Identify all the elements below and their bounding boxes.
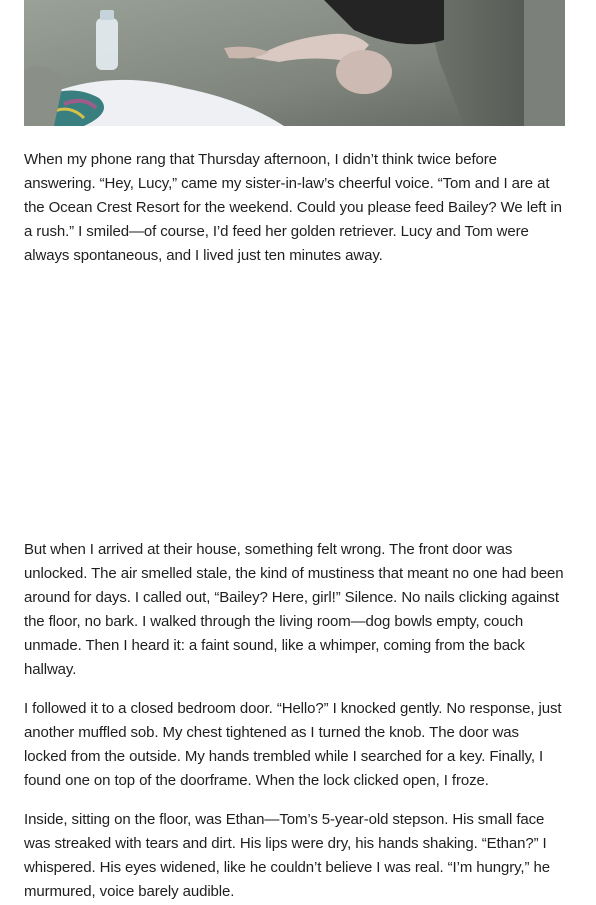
story-photo <box>24 0 565 126</box>
story-paragraph-4: Inside, sitting on the floor, was Ethan—Tom’s 5-year-old stepson. His small face was streaked with tears and dirt. His lips were dry, his hands shaking. “Ethan?” I whispered. His eyes widened, like he couldn’t believe I was real. “I’m hungry,” he murmured, voice barely audible. <box>24 811 550 900</box>
story-paragraph-2: But when I arrived at their house, something felt wrong. The front door was unlocked. The air smelled stale, the kind of mustiness that meant no one had been around for days. I called out, “Bailey? Here, girl!” Silence. No nails clicking against the floor, no bark. I walked through the living room—dog bowls empty, couch unmade. Then I heard it: a faint sound, like a whimper, coming from the back hallway. <box>24 541 564 678</box>
story-paragraph-3: I followed it to a closed bedroom door. “Hello?” I knocked gently. No response, just another muffled sob. My chest tightened as I turned the knob. The door was locked from the outside. My hands trembled while I searched for a key. Finally, I found one on top of the doorframe. When the lock clicked open, I froze. <box>24 700 562 789</box>
blank-ad-space <box>24 280 565 520</box>
story-paragraph-1: When my phone rang that Thursday afternoon, I didn’t think twice before answering. “Hey, Lucy,” came my sister-in-law’s cheerful voice. “Tom and I are at the Ocean Crest Resort for the weekend. Could you please feed Bailey? We left in a rush.” I smiled—of course, I’d feed her golden retriever. Lucy and Tom were always spontaneous, and I lived just ten minutes away. <box>24 151 562 264</box>
